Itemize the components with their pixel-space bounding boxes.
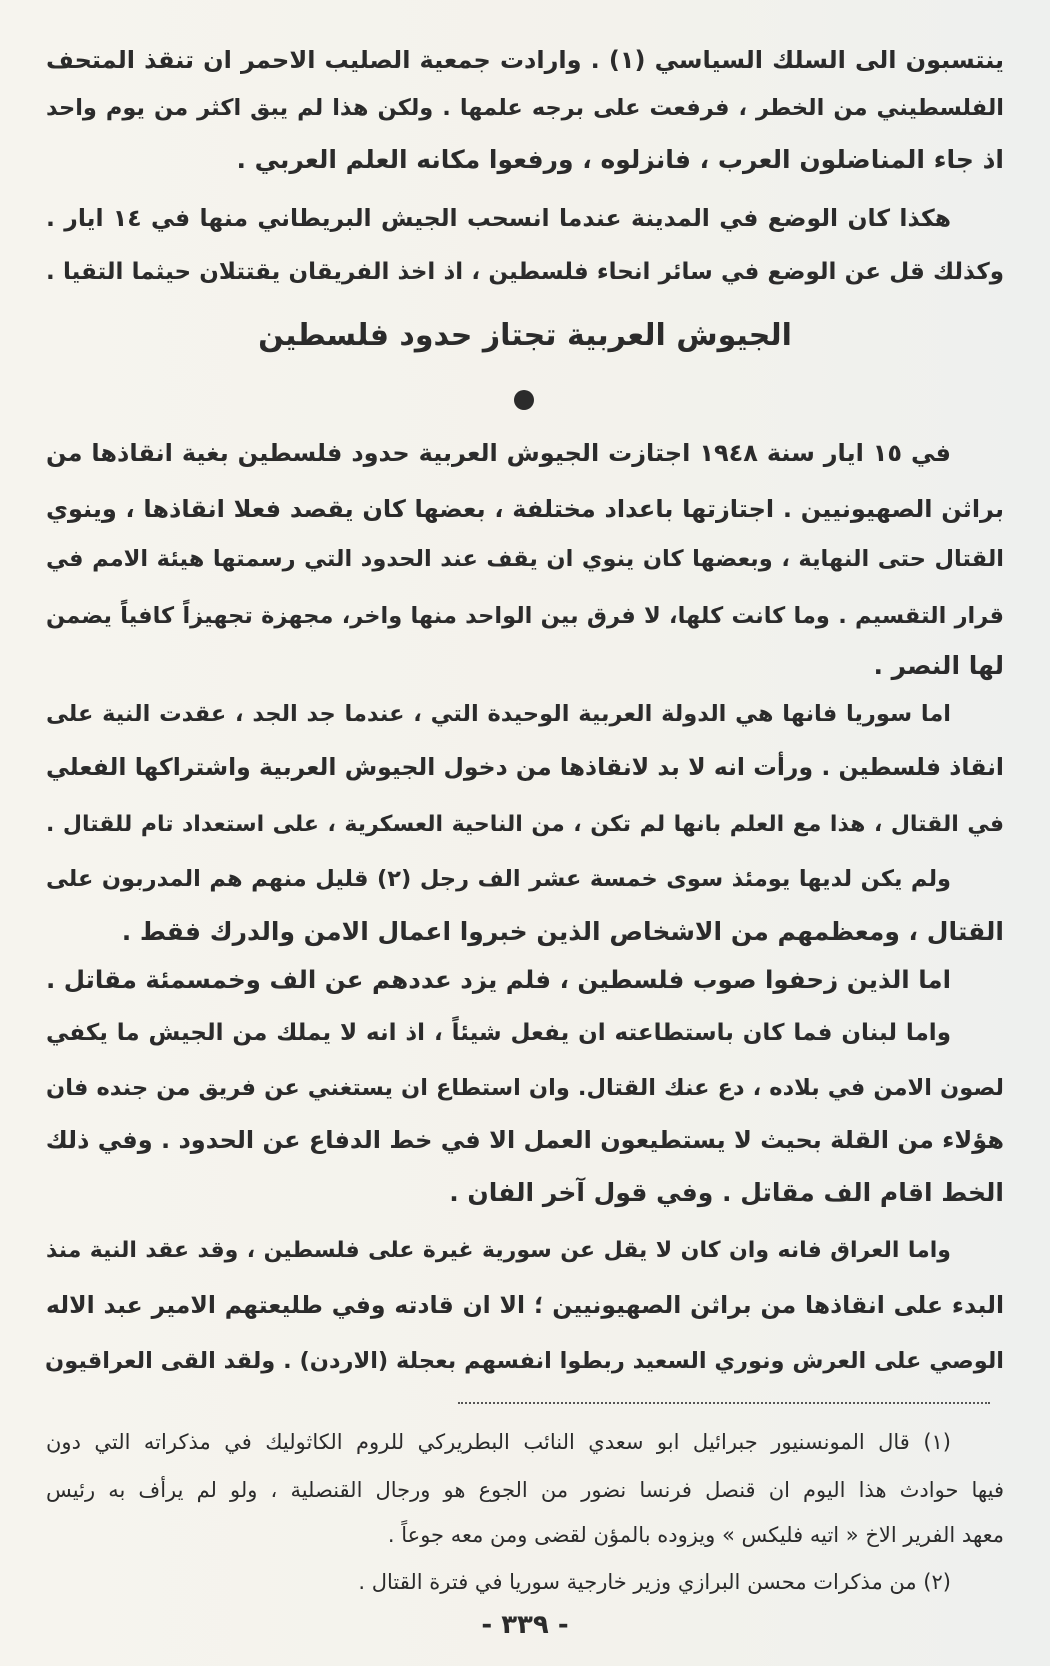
text-line: قرار التقسيم . وما كانت كلها، لا فرق بين الواحد منها واخر، مجهزة تجهيزاً كافياً يضمن bbox=[46, 603, 1004, 629]
text-line: انقاذ فلسطين . ورأت انه لا بد لانقاذها من دخول الجيوش العربية واشتراكها الفعلي bbox=[46, 753, 1004, 781]
text-line: القتال حتى النهاية ، وبعضها كان ينوي ان يقف عند الحدود التي رسمتها هيئة الامم في bbox=[46, 546, 1004, 572]
text-line: هؤلاء من القلة بحيث لا يستطيعون العمل الا في خط الدفاع عن الحدود . وفي ذلك bbox=[45, 1126, 1004, 1154]
bullet-ornament-icon bbox=[514, 390, 534, 410]
text-line: براثن الصهيونيين . اجتازتها باعداد مختلفة ، بعضها كان يقصد فعلا انقاذها ، وينوي bbox=[46, 495, 1004, 523]
footnote-line: (٢) من مذكرات محسن البرازي وزير خارجية سوريا في فترة القتال . bbox=[358, 1570, 951, 1594]
footnote-line: معهد الفرير الاخ « اتيه فليكس » ويزوده بالمؤن لقضى ومن معه جوعاً . bbox=[387, 1523, 1004, 1547]
text-line: الوصي على العرش ونوري السعيد ربطوا انفسهم بعجلة (الاردن) . ولقد القى العراقيون bbox=[45, 1348, 1004, 1374]
text-line: اما سوريا فانها هي الدولة العربية الوحيدة التي ، عندما جد الجد ، عقدت النية على bbox=[46, 701, 951, 727]
text-line: البدء على انقاذها من براثن الصهيونيين ؛ الا ان قادته وفي طليعتهم الامير عبد الاله bbox=[46, 1291, 1004, 1319]
text-line: في ١٥ ايار سنة ١٩٤٨ اجتازت الجيوش العربية حدود فلسطين بغية انقاذها من bbox=[46, 439, 951, 467]
text-line: وكذلك قل عن الوضع في سائر انحاء فلسطين ، اذ اخذ الفريقان يقتتلان حيثما التقيا . bbox=[46, 259, 1004, 285]
text-line: اما الذين زحفوا صوب فلسطين ، فلم يزد عددهم عن الف وخمسمئة مقاتل . bbox=[45, 965, 951, 994]
footnote-line: فيها حوادث هذا اليوم ان قنصل فرنسا نضور من الجوع هو ورجال القنصلية ، ولو لم يرأف به رئيس bbox=[46, 1478, 1004, 1502]
text-line: لصون الامن في بلاده ، دع عنك القتال. وان استطاع ان يستغني عن فريق من جنده فان bbox=[46, 1075, 1004, 1101]
page-number: - ٣٣٩ - bbox=[481, 1610, 569, 1640]
text-line: القتال ، ومعظمهم من الاشخاص الذين خبروا اعمال الامن والدرك فقط . bbox=[121, 917, 1004, 946]
footnote-line: (١) قال المونسنيور جبرائيل ابو سعدي النائب البطريركي للروم الكاثوليك في مذكراته التي دون bbox=[46, 1430, 951, 1454]
text-line: هكذا كان الوضع في المدينة عندما انسحب الجيش البريطاني منها في ١٤ ايار . bbox=[46, 204, 951, 232]
text-line: في القتال ، هذا مع العلم بانها لم تكن ، من الناحية العسكرية ، على استعداد تام للقتال . bbox=[46, 812, 1004, 837]
text-line: ينتسبون الى السلك السياسي (١) . وارادت جمعية الصليب الاحمر ان تنقذ المتحف bbox=[46, 46, 1005, 74]
text-line: واما لبنان فما كان باستطاعته ان يفعل شيئاً ، اذ انه لا يملك من الجيش ما يكفي bbox=[46, 1020, 951, 1046]
text-line: الفلسطيني من الخطر ، فرفعت على برجه علمها . ولكن هذا لم يبق اكثر من يوم واحد bbox=[46, 95, 1004, 121]
text-line: واما العراق فانه وان كان لا يقل عن سورية غيرة على فلسطين ، وقد عقد النية منذ bbox=[46, 1238, 951, 1263]
text-line: ولم يكن لديها يومئذ سوى خمسة عشر الف رجل (٢) قليل منهم هم المدربون على bbox=[46, 866, 952, 892]
text-line: لها النصر . bbox=[873, 651, 1004, 680]
footnote-separator bbox=[458, 1402, 990, 1404]
text-line: الخط اقام الف مقاتل . وفي قول آخر الفان . bbox=[449, 1178, 1004, 1207]
section-heading: الجيوش العربية تجتاز حدود فلسطين bbox=[258, 318, 792, 353]
text-line: اذ جاء المناضلون العرب ، فانزلوه ، ورفعوا مكانه العلم العربي . bbox=[236, 145, 1004, 174]
